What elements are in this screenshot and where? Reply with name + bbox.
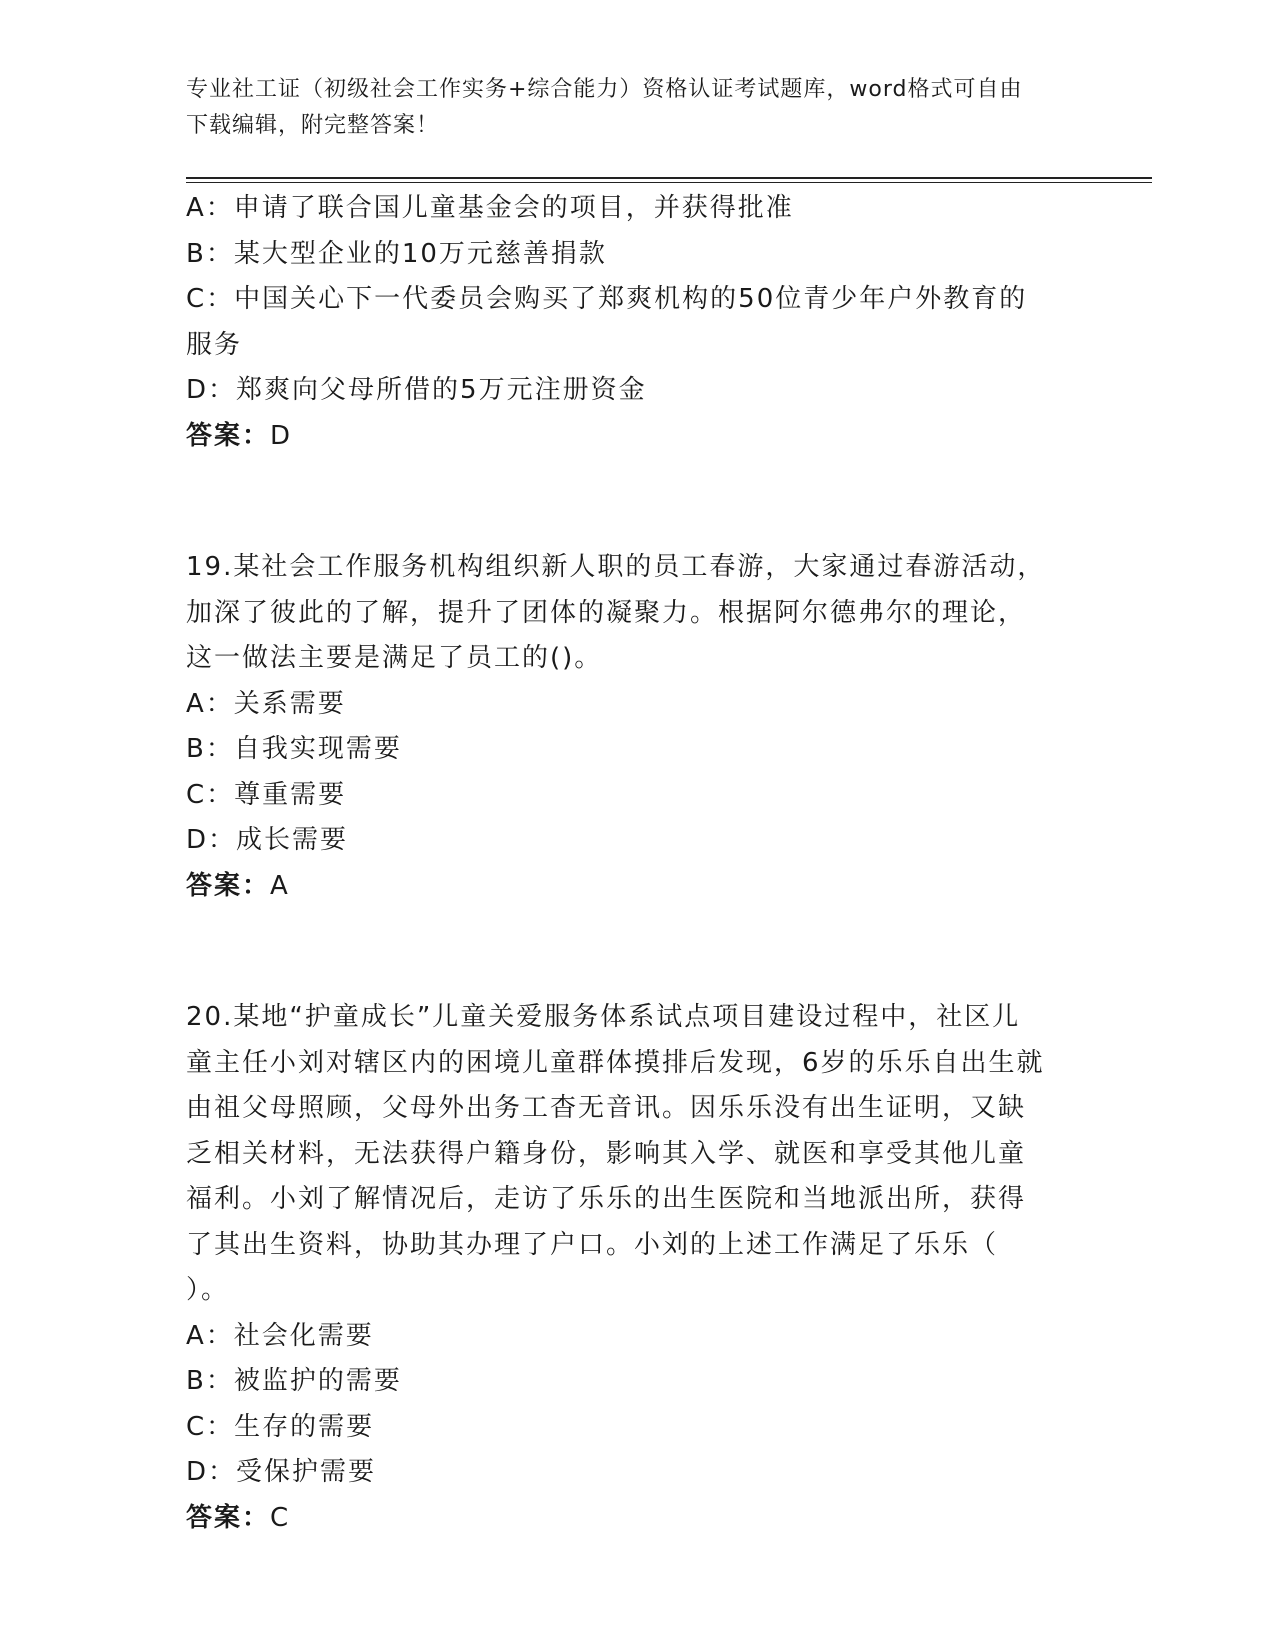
option-a: A：关系需要 [186,688,346,719]
question-text-line: 由祖父母照顾，父母外出务工杳无音讯。因乐乐没有出生证明，又缺 [186,1093,1027,1123]
spacer [186,459,1086,545]
header-divider-thin [186,182,1152,183]
option-a: A：社会化需要 [186,1320,374,1351]
answer [186,414,1086,460]
question-text-line: ）。 [186,1275,230,1305]
answer-label: 答案： [186,870,271,901]
answer [186,1496,1086,1542]
answer-value: D [270,420,293,451]
option-d: D：成长需要 [186,825,349,855]
option-d: D：郑爽向父母所借的5万元注册资金 [186,375,647,405]
header-line-2: 下载编辑，附完整答案！ [186,113,440,138]
question-text-line: 这一做法主要是满足了员工的()。 [186,643,603,673]
question-text-line: 乏相关材料，无法获得户籍身份，影响其入学、就医和享受其他儿童 [186,1138,1027,1169]
question-18 [186,186,1086,459]
question-19 [186,545,1086,909]
answer [186,864,1086,910]
answer-value: A [270,870,290,901]
question-text-line: 20.某地“护童成长”儿童关爱服务体系试点项目建设过程中，社区儿 [186,1002,1021,1032]
spacer [186,909,1086,995]
answer-label: 答案： [186,1502,271,1533]
option-c: C：生存的需要 [186,1411,375,1442]
option-c-continued: 服务 [186,329,243,360]
question-content [186,186,1086,1541]
option-a: A：申请了联合国儿童基金会的项目，并获得批准 [186,193,794,223]
question-text-line: 福利。小刘了解情况后，走访了乐乐的出生医院和当地派出所，获得 [186,1184,1027,1214]
answer-value: C [270,1502,291,1533]
option-c: C：尊重需要 [186,779,347,810]
question-text-line: 童主任小刘对辖区内的困境儿童群体摸排后发现，6岁的乐乐自出生就 [186,1047,1045,1078]
option-b: B：被监护的需要 [186,1366,402,1396]
option-b: B：某大型企业的10万元慈善捐款 [186,238,607,269]
header-divider-thick [186,177,1152,179]
option-c: C：中国关心下一代委员会购买了郑爽机构的50位青少年户外教育的 [186,284,1028,314]
header-line-1: 专业社工证（初级社会工作实务+综合能力）资格认证考试题库，word格式可自由 [186,77,1023,102]
question-text-line: 了其出生资料，协助其办理了户口。小刘的上述工作满足了乐乐（ [186,1229,999,1260]
question-20 [186,995,1086,1541]
option-b: B：自我实现需要 [186,734,402,764]
question-text-line: 加深了彼此的了解，提升了团体的凝聚力。根据阿尔德弗尔的理论， [186,597,1027,628]
document-header [186,72,1086,144]
option-d: D：受保护需要 [186,1457,377,1487]
question-text-line: 19.某社会工作服务机构组织新人职的员工春游，大家通过春游活动， [186,552,1046,582]
answer-label: 答案： [186,420,271,451]
